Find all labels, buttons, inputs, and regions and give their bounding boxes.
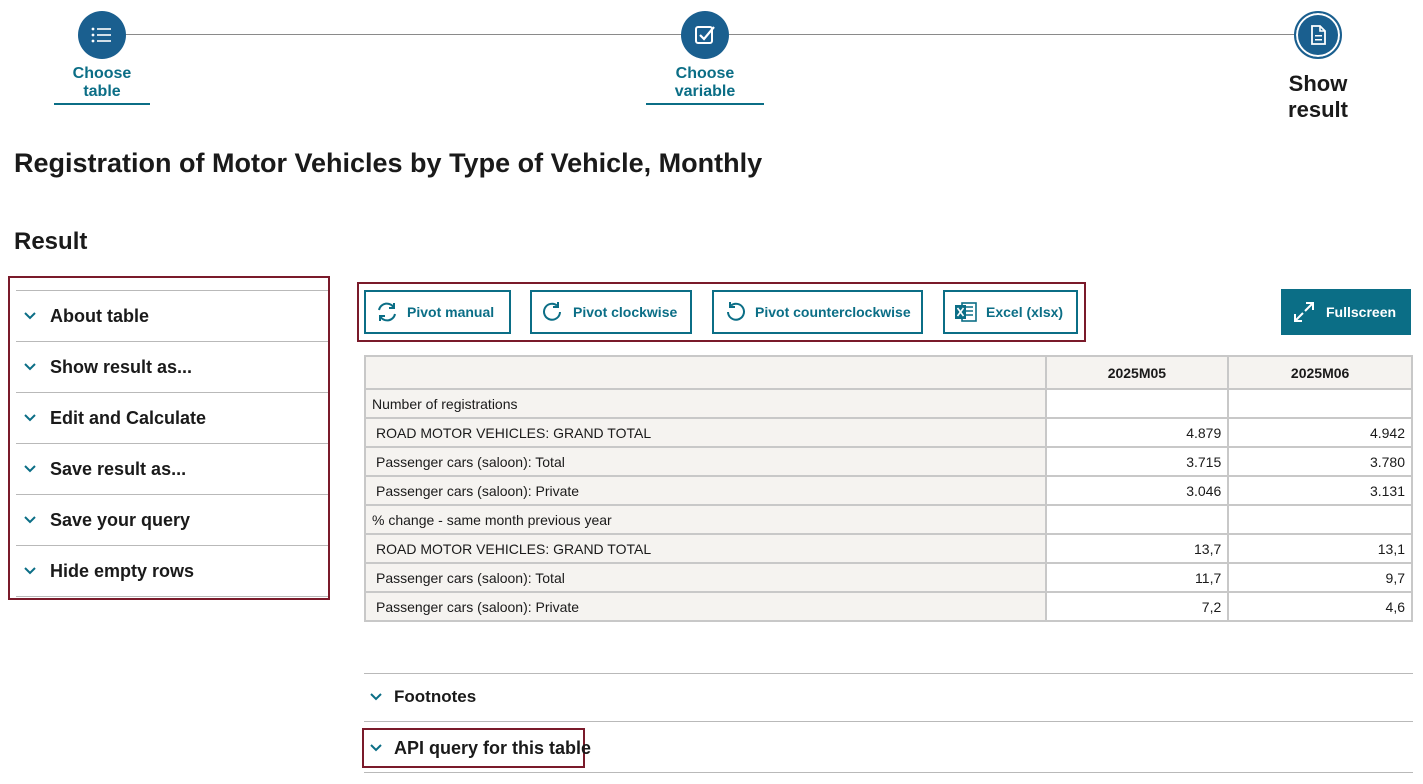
chevron-down-icon bbox=[22, 563, 38, 579]
table-cell: 3.715 bbox=[1046, 447, 1229, 476]
accordion-save-result-as[interactable] bbox=[16, 444, 328, 495]
row-label: Passenger cars (saloon): Private bbox=[365, 476, 1046, 505]
table-cell: 3.780 bbox=[1228, 447, 1412, 476]
divider bbox=[364, 721, 1413, 722]
pivot-counterclockwise-label: Pivot counterclockwise bbox=[755, 304, 911, 320]
accordion-label: Footnotes bbox=[394, 687, 477, 706]
pivot-toolbar bbox=[357, 282, 1086, 342]
chevron-down-icon bbox=[368, 689, 384, 705]
chevron-down-icon bbox=[368, 740, 384, 756]
page-title: Registration of Motor Vehicles by Type of Vehicle, Monthly bbox=[14, 148, 763, 178]
table-row bbox=[365, 447, 1412, 476]
table-row bbox=[365, 592, 1412, 621]
table-row bbox=[365, 534, 1412, 563]
checkbox-icon bbox=[694, 24, 716, 46]
accordion-save-your-query[interactable] bbox=[16, 495, 328, 546]
table-cell: 11,7 bbox=[1046, 563, 1229, 592]
table-header-row bbox=[365, 356, 1412, 389]
table-cell: 3.046 bbox=[1046, 476, 1229, 505]
rotate-counterclockwise-icon bbox=[723, 301, 747, 323]
row-label: ROAD MOTOR VEHICLES: GRAND TOTAL bbox=[365, 534, 1046, 563]
step-current-label: Show result bbox=[1288, 71, 1348, 122]
pivot-clockwise-button[interactable] bbox=[530, 290, 692, 334]
rotate-clockwise-icon bbox=[541, 301, 565, 323]
table-cell bbox=[1046, 505, 1229, 534]
table-header-cell: 2025M06 bbox=[1228, 356, 1412, 389]
table-cell: 7,2 bbox=[1046, 592, 1229, 621]
step-choose-variable[interactable] bbox=[646, 11, 764, 105]
sidebar-accordion bbox=[8, 276, 330, 600]
divider bbox=[364, 673, 1413, 674]
excel-icon bbox=[954, 301, 978, 323]
table-cell: 4.942 bbox=[1228, 418, 1412, 447]
accordion-footnotes[interactable] bbox=[364, 686, 476, 708]
pivot-counterclockwise-button[interactable] bbox=[712, 290, 923, 334]
chevron-down-icon bbox=[22, 308, 38, 324]
row-label: ROAD MOTOR VEHICLES: GRAND TOTAL bbox=[365, 418, 1046, 447]
step-link-choose-table[interactable]: Choose table bbox=[54, 65, 150, 105]
chevron-down-icon bbox=[22, 461, 38, 477]
table-cell: 3.131 bbox=[1228, 476, 1412, 505]
step-link-choose-variable[interactable]: Choose variable bbox=[646, 65, 764, 105]
accordion-label: About table bbox=[50, 305, 149, 326]
accordion-edit-and-calculate[interactable] bbox=[16, 393, 328, 444]
accordion-label: Show result as... bbox=[50, 356, 193, 377]
step-choose-table[interactable] bbox=[54, 11, 150, 105]
table-cell bbox=[1228, 389, 1412, 418]
pivot-manual-icon bbox=[375, 301, 399, 323]
accordion-api-query[interactable] bbox=[364, 736, 591, 760]
accordion-show-result-as[interactable] bbox=[16, 342, 328, 393]
table-cell bbox=[1228, 505, 1412, 534]
divider bbox=[364, 772, 1413, 773]
result-table bbox=[364, 355, 1413, 622]
table-cell: 13,1 bbox=[1228, 534, 1412, 563]
accordion-label: API query for this table bbox=[394, 737, 592, 758]
step-show-result bbox=[1258, 11, 1378, 123]
document-icon bbox=[1308, 24, 1328, 46]
table-row bbox=[365, 476, 1412, 505]
accordion-hide-empty-rows[interactable] bbox=[16, 546, 328, 597]
chevron-down-icon bbox=[22, 359, 38, 375]
table-header-cell bbox=[365, 356, 1046, 389]
accordion-about-table[interactable] bbox=[16, 291, 328, 342]
step-circle-active bbox=[1294, 11, 1342, 59]
pivot-manual-label: Pivot manual bbox=[407, 304, 495, 320]
table-cell: 13,7 bbox=[1046, 534, 1229, 563]
chevron-down-icon bbox=[22, 410, 38, 426]
expand-icon bbox=[1292, 301, 1316, 323]
section-title: Result bbox=[14, 228, 88, 255]
table-cell: 9,7 bbox=[1228, 563, 1412, 592]
table-header-cell: 2025M05 bbox=[1046, 356, 1229, 389]
row-label: % change - same month previous year bbox=[365, 505, 1046, 534]
table-row bbox=[365, 389, 1412, 418]
excel-label: Excel (xlsx) bbox=[986, 304, 1064, 320]
list-icon bbox=[91, 26, 113, 44]
accordion-label: Save your query bbox=[50, 509, 191, 530]
table-row bbox=[365, 505, 1412, 534]
row-label: Passenger cars (saloon): Private bbox=[365, 592, 1046, 621]
row-label: Passenger cars (saloon): Total bbox=[365, 447, 1046, 476]
table-cell: 4,6 bbox=[1228, 592, 1412, 621]
pivot-clockwise-label: Pivot clockwise bbox=[573, 304, 678, 320]
fullscreen-label: Fullscreen bbox=[1326, 304, 1397, 320]
table-cell bbox=[1046, 389, 1229, 418]
excel-download-button[interactable] bbox=[943, 290, 1078, 334]
step-circle[interactable] bbox=[681, 11, 729, 59]
row-label: Number of registrations bbox=[365, 389, 1046, 418]
accordion-label: Edit and Calculate bbox=[50, 407, 207, 428]
fullscreen-button[interactable] bbox=[1281, 289, 1411, 335]
table-row bbox=[365, 418, 1412, 447]
pivot-manual-button[interactable] bbox=[364, 290, 511, 334]
table-row bbox=[365, 563, 1412, 592]
step-circle[interactable] bbox=[78, 11, 126, 59]
row-label: Passenger cars (saloon): Total bbox=[365, 563, 1046, 592]
chevron-down-icon bbox=[22, 512, 38, 528]
accordion-label: Save result as... bbox=[50, 458, 187, 479]
accordion-label: Hide empty rows bbox=[50, 560, 195, 581]
table-cell: 4.879 bbox=[1046, 418, 1229, 447]
